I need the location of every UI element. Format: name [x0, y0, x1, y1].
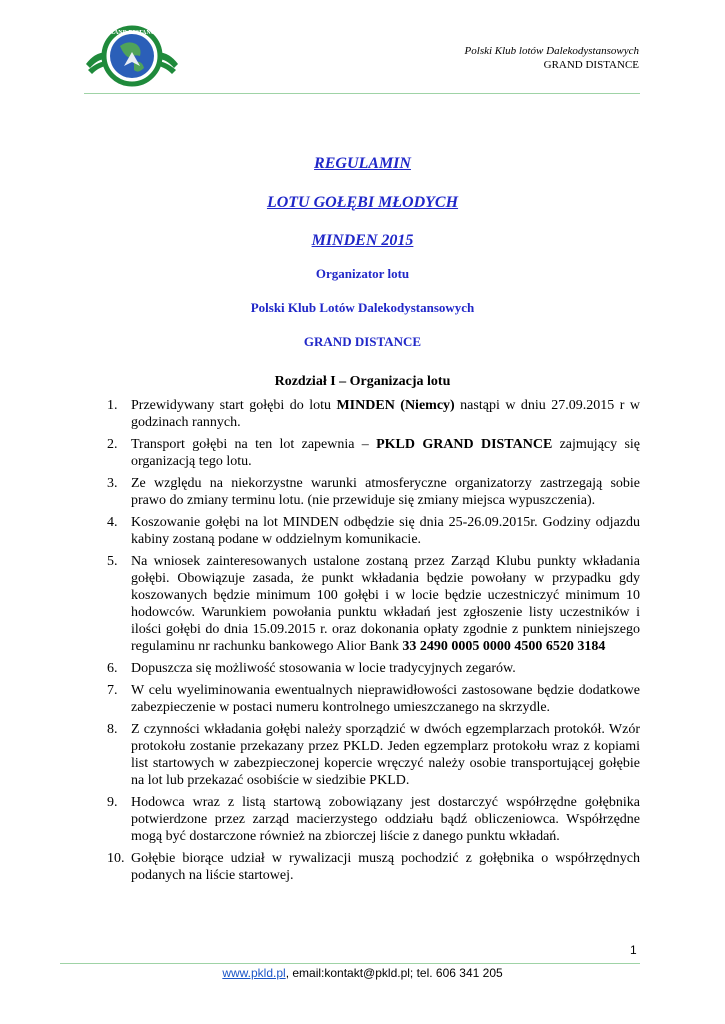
list-item: [107, 682, 640, 716]
item-number: 4.: [107, 515, 118, 530]
page-number: 1: [630, 943, 637, 957]
item-text: [131, 553, 640, 655]
item-number: 6.: [107, 661, 118, 676]
list-item: [107, 553, 640, 655]
item-number: 7.: [107, 683, 118, 698]
doc-subtitle: LOTU GOŁĘBI MŁODYCH: [266, 194, 459, 211]
doc-event: MINDEN 2015: [311, 232, 414, 249]
organizer-name: Polski Klub Lotów Dalekodystansowych: [250, 300, 475, 315]
organizer-label: Organizator lotu: [315, 266, 410, 281]
item-number: 8.: [107, 722, 118, 737]
contact-info: , email:kontakt@pkld.pl; tel. 606 341 205: [285, 966, 503, 980]
website-link[interactable]: www.pkld.pl: [222, 966, 286, 980]
item-number: 9.: [107, 795, 118, 810]
org-short-name: GRAND DISTANCE: [543, 59, 639, 71]
doc-title: REGULAMIN: [314, 155, 411, 172]
item-text: [131, 436, 640, 470]
item-number: 2.: [107, 437, 118, 452]
chapter-heading: Rozdział I – Organizacja lotu: [274, 374, 451, 389]
item-text: [131, 721, 640, 789]
item-text: [131, 794, 640, 845]
list-item: [107, 514, 640, 548]
item-text-part: Hodowca wraz z listą startową zobowiązany jest dostarczyć współrzędne gołębnika potwierdzone przez zarząd macierzystego oddziału bądź obliczeniowca. Współrzędne mogą być dostarczone również na zbiorczej liście z danego punktu wkładań.: [131, 795, 640, 844]
item-emphasis: PKLD GRAND DISTANCE: [376, 437, 553, 452]
item-text-part: Transport gołębi na ten lot zapewnia –: [131, 437, 377, 452]
item-emphasis: 33 2490 0005 0000 4500 6520 3184: [402, 639, 606, 654]
list-item: [107, 397, 640, 431]
list-item: [107, 436, 640, 470]
org-name: Polski Klub lotów Dalekodystansowych: [464, 45, 639, 57]
item-text: [131, 514, 640, 548]
list-item: [107, 475, 640, 509]
club-logo: [84, 18, 180, 94]
item-text-part: zajmujący się organizacją tego lotu.: [131, 437, 640, 469]
footer-contact: [0, 966, 725, 980]
organizer-short: GRAND DISTANCE: [303, 334, 422, 349]
item-text: [131, 475, 640, 509]
item-text: [131, 397, 640, 431]
item-number: 5.: [107, 554, 118, 569]
item-text-part: Dopuszcza się możliwość stosowania w locie tradycyjnych zegarów.: [131, 661, 516, 676]
item-text-part: Gołębie biorące udział w rywalizacji muszą pochodzić z gołębnika o współrzędnych podanych na liście startowej.: [131, 851, 640, 883]
item-number: 1.: [107, 398, 118, 413]
item-number: 3.: [107, 476, 118, 491]
list-item: [107, 794, 640, 845]
header-divider: [84, 93, 640, 94]
item-text-part: Koszowanie gołębi na lot MINDEN odbędzie się dnia 25-26.09.2015r. Godziny odjazdu kabiny zostaną podane w oddzielnym komunikacie.: [131, 515, 640, 547]
logo-emblem-icon: [84, 18, 180, 94]
item-text: [131, 682, 640, 716]
list-item: [107, 721, 640, 789]
list-item: [107, 660, 640, 677]
item-text: [131, 850, 640, 884]
item-emphasis: MINDEN (Niemcy): [336, 398, 455, 413]
rules-list: [107, 397, 640, 889]
item-text-part: Ze względu na niekorzystne warunki atmosferyczne organizatorzy zastrzegają sobie prawo do zmiany terminu lotu. (nie przewiduje się zmiany miejsca wypuszczenia).: [131, 476, 640, 508]
list-item: [107, 850, 640, 884]
item-number: 10.: [107, 851, 125, 866]
item-text: [131, 660, 640, 677]
item-text-part: nastąpi w dniu 27.09.2015 r w godzinach rannych.: [131, 398, 640, 430]
item-text-part: W celu wyeliminowania ewentualnych nieprawidłowości zastosowane będzie dodatkowe zabezpieczenie w postaci numeru kontrolnego umieszczanego na skrzydle.: [131, 683, 640, 715]
org-header: [319, 44, 639, 72]
footer-divider: [60, 963, 640, 964]
item-text-part: Z czynności wkładania gołębi należy sporządzić w dwóch egzemplarzach protokół. Wzór protokołu zostanie przekazany przez PKLD. Jeden egzemplarz protokołu wraz z kopiami list startowych w zabezpieczonej kopercie wręczyć należy osobie transportującej gołębie na lot lub przekazać osobiście w siedzibie PKLD.: [131, 722, 640, 788]
logo-text: GRAND DISTANCE: [104, 30, 160, 36]
item-text-part: Na wniosek zainteresowanych ustalone zostaną przez Zarząd Klubu punkty wkładania gołębi. Obowiązuje zasada, że punkt wkładania będzie powołany w przypadku gdy koszowanych będzie minimum 100 gołębi i w locie będzie uczestniczyć minimum 10 hodowców. Warunkiem powołania punktu wkładań jest zgłoszenie listy uczestników i ilości gołębi do dnia 15.09.2015 r. oraz dokonania opłaty zgodnie z punktem niniejszego regulaminu nr rachunku bankowego Alior Bank: [131, 554, 640, 654]
item-text-part: Przewidywany start gołębi do lotu: [131, 398, 337, 413]
